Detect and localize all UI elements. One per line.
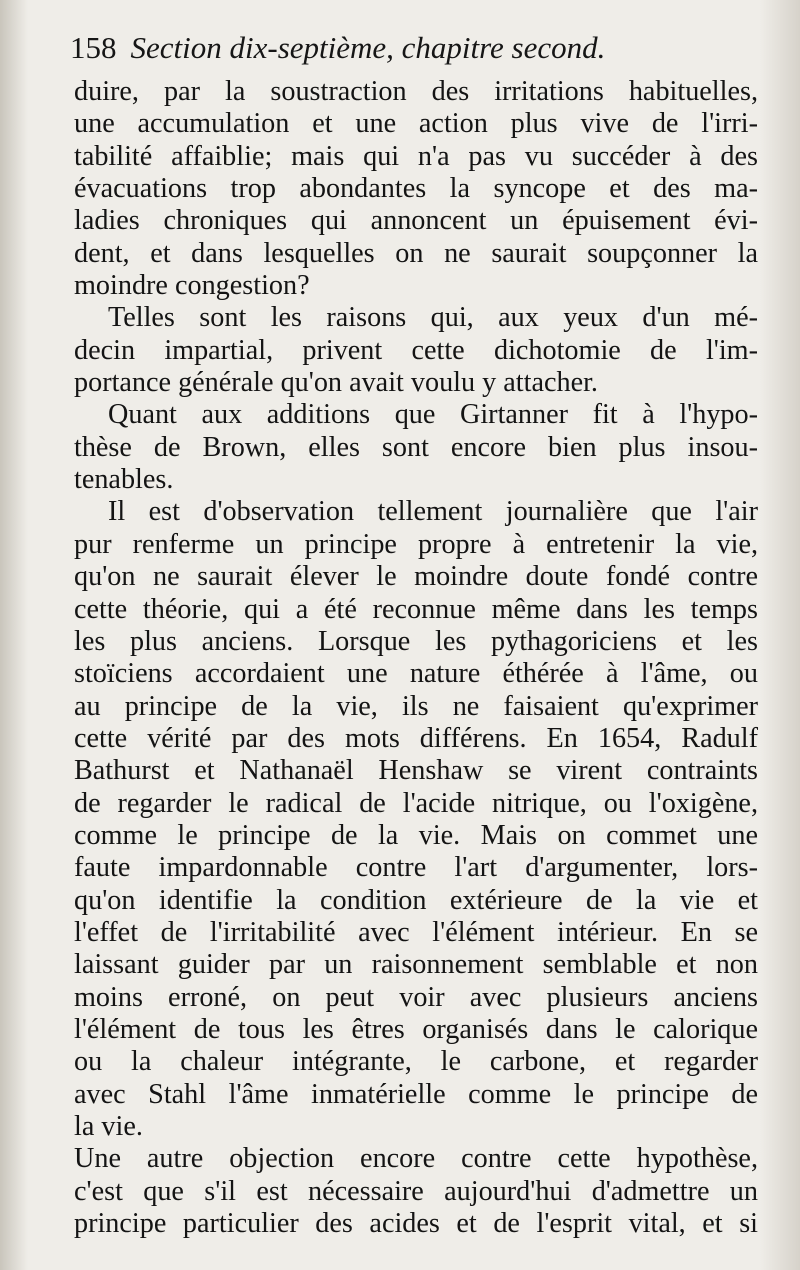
text-line: decin impartial, privent cette dichotomie de l'im- <box>74 334 758 366</box>
text-line: une accumulation et une action plus vive de l'irri- <box>74 108 758 140</box>
text-line: tenables. <box>74 464 174 496</box>
text-line: l'élément de tous les êtres organisés dans le calorique <box>74 1013 758 1045</box>
text-line: moindre congestion? <box>74 270 310 302</box>
text-line: cette vérité par des mots différens. En 1654, Radulf <box>74 722 758 754</box>
page-number: 158 <box>70 30 117 65</box>
text-line: qu'on identifie la condition extérieure de la vie et <box>74 884 758 916</box>
text-line: ladies chroniques qui annoncent un épuisement évi- <box>74 205 758 237</box>
text-line: au principe de la vie, ils ne faisaient qu'exprimer <box>74 690 758 722</box>
text-line: les plus anciens. Lorsque les pythagoriciens et les <box>74 625 758 657</box>
page-edge-shadow <box>760 0 800 1270</box>
text-line: cette théorie, qui a été reconnue même dans les temps <box>74 593 758 625</box>
page-gutter-shadow <box>0 0 28 1270</box>
text-line: faute impardonnable contre l'art d'argumenter, lors- <box>74 852 758 884</box>
text-line: thèse de Brown, elles sont encore bien plus insou- <box>74 431 758 463</box>
text-line: Quant aux additions que Girtanner fit à l'hypo- <box>108 399 758 431</box>
text-line: Bathurst et Nathanaël Henshaw se virent contraints <box>74 755 758 787</box>
text-line: Il est d'observation tellement journalière que l'air <box>108 496 758 528</box>
running-head <box>70 30 770 78</box>
text-line: Une autre objection encore contre cette hypothèse, <box>74 1143 758 1175</box>
text-line: laissant guider par un raisonnement semblable et non <box>74 949 758 981</box>
text-line: tabilité affaiblie; mais qui n'a pas vu succéder à des <box>74 140 758 172</box>
text-line: moins erroné, on peut voir avec plusieurs anciens <box>74 981 758 1013</box>
text-line: c'est que s'il est nécessaire aujourd'hui d'admettre un <box>74 1175 758 1207</box>
text-line: avec Stahl l'âme inmatérielle comme le principe de <box>74 1078 758 1110</box>
text-line: stoïciens accordaient une nature éthérée à l'âme, ou <box>74 658 758 690</box>
text-line: duire, par la soustraction des irritations habituelles, <box>74 76 758 107</box>
text-line: pur renferme un principe propre à entretenir la vie, <box>74 528 758 560</box>
text-line: de regarder le radical de l'acide nitrique, ou l'oxigène, <box>74 787 758 819</box>
text-line: la vie. <box>74 1111 143 1142</box>
text-line: dent, et dans lesquelles on ne saurait soupçonner la <box>74 237 758 269</box>
text-line: ou la chaleur intégrante, le carbone, et regarder <box>74 1046 758 1078</box>
text-line: qu'on ne saurait élever le moindre doute fondé contre <box>74 561 758 593</box>
text-line: portance générale qu'on avait voulu y attacher. <box>74 367 598 399</box>
text-line: l'effet de l'irritabilité avec l'élément intérieur. En se <box>74 916 758 948</box>
text-line: comme le principe de la vie. Mais on commet une <box>74 819 758 851</box>
text-line: principe particulier des acides et de l'esprit vital, et si <box>74 1208 758 1240</box>
text-line: Telles sont les raisons qui, aux yeux d'un mé- <box>108 302 758 334</box>
running-head-title: Section dix-septième, chapitre second. <box>130 30 606 65</box>
text-line: évacuations trop abondantes la syncope et des ma- <box>74 173 758 205</box>
body-text <box>74 76 758 1240</box>
